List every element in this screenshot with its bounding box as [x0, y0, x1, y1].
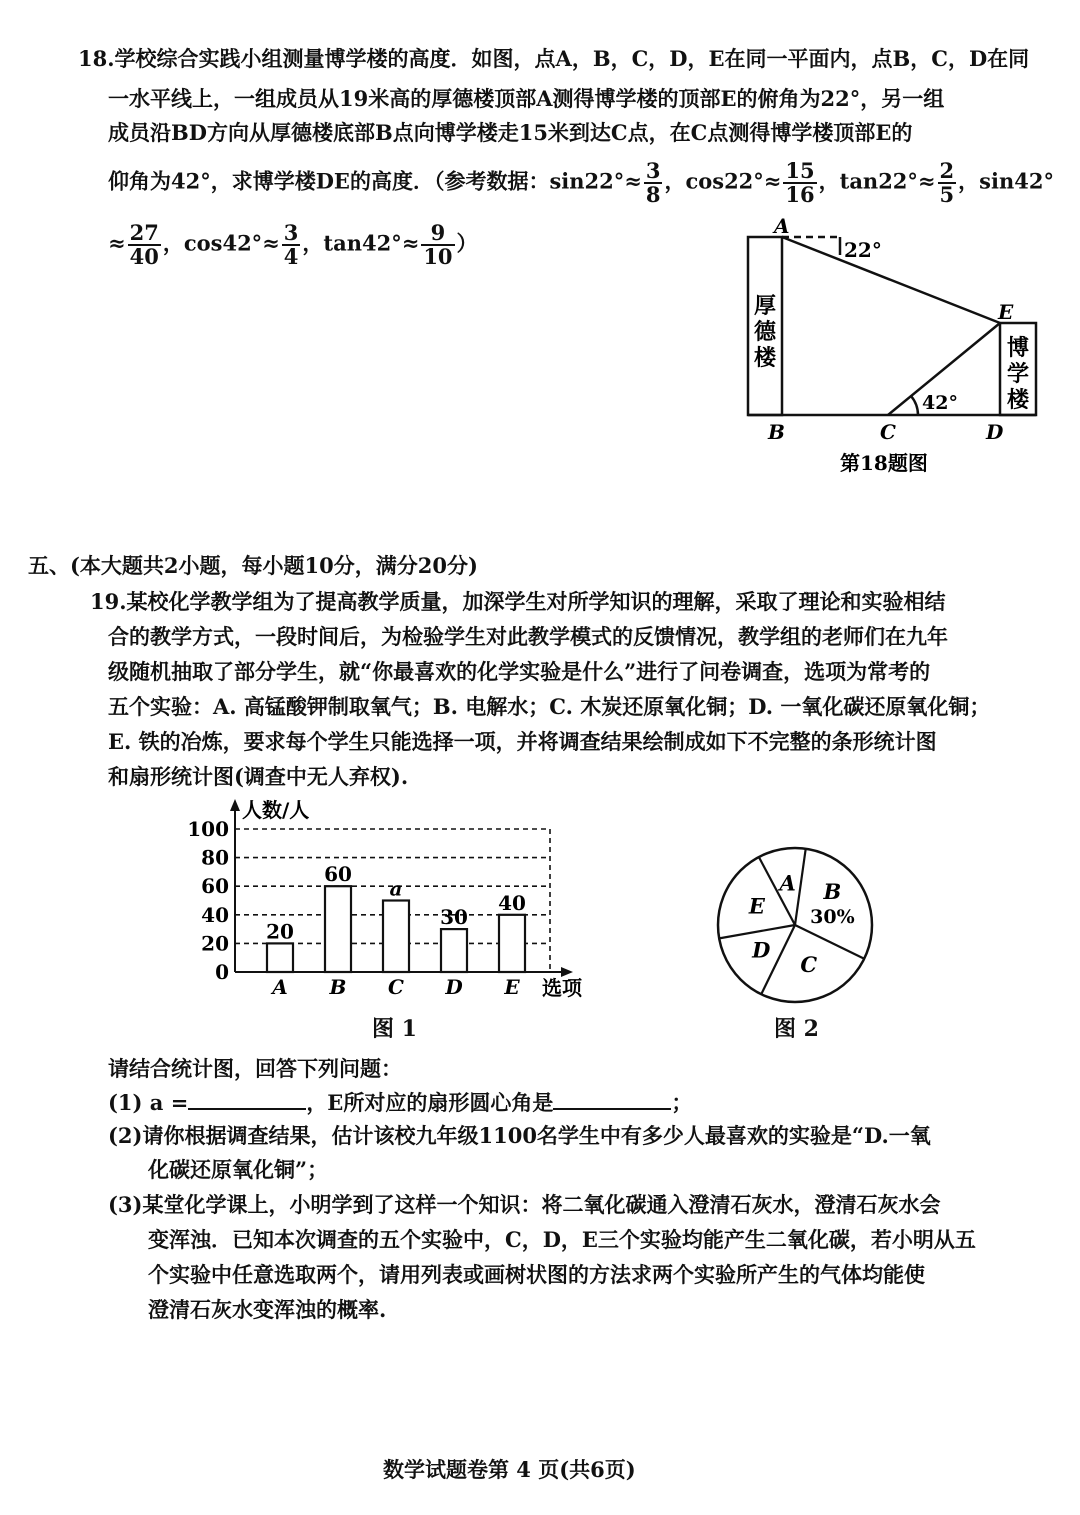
q18-line-4	[108, 160, 1054, 206]
q18-line4-sin42: ，sin42°	[958, 168, 1054, 194]
bar-B	[325, 886, 351, 972]
q18-line4-cos: ，cos22°≈	[664, 168, 782, 194]
frac-sin42: $\frac{27}{40}$	[129, 220, 159, 269]
x-tick-A: A	[272, 975, 288, 999]
part1-label: (1) a =	[108, 1090, 189, 1115]
right-building-char-2: 学	[1007, 361, 1030, 387]
bar-A	[267, 943, 293, 972]
answer-blank-angle[interactable]	[553, 1090, 671, 1110]
left-building-char-2: 德	[754, 319, 777, 345]
right-building-char-1: 博	[1007, 335, 1030, 361]
bar-label-D: 30	[440, 905, 468, 930]
bar-label-B: 60	[324, 862, 352, 887]
pie-label-C: C	[800, 952, 818, 978]
q18-figure	[730, 215, 1050, 485]
bar-label-E: 40	[498, 890, 526, 915]
y-tick-40: 40	[201, 902, 229, 927]
q19-part-3-line-4: 澄清石灰水变浑浊的概率.	[148, 1297, 387, 1322]
y-tick-20: 20	[201, 931, 229, 956]
frac-cos42: $\frac{3}{4}$	[283, 220, 299, 269]
pie-label-A: A	[779, 870, 796, 896]
q19-part-1	[108, 1088, 692, 1118]
x-tick-D: D	[445, 975, 463, 999]
q19-part-3-line-1: (3)某堂化学课上，小明学到了这样一个知识：将二氧化碳通入澄清石灰水，澄清石灰水会	[108, 1192, 941, 1217]
bar-label-C: a	[389, 876, 403, 901]
q18-line5-prefix: ≈	[108, 230, 126, 256]
page-footer: 数学试题卷第 4 页(共6页)	[383, 1457, 636, 1482]
q18-line-1: 18.学校综合实践小组测量博学楼的高度．如图，点A，B，C，D，E在同一平面内，点B，C，D在同	[78, 46, 1030, 71]
pie-label-B: B	[823, 879, 842, 905]
x-tick-B: B	[329, 975, 347, 999]
q19-line-1: 19.某校化学教学组为了提高教学质量，加深学生对所学知识的理解，采取了理论和实验相结	[90, 589, 946, 614]
bar-label-A: 20	[266, 919, 294, 944]
q18-line5-suffix: ）	[456, 230, 478, 256]
label-d: D	[986, 420, 1004, 444]
q19-part-2-line-1: (2)请你根据调查结果，估计该校九年级1100名学生中有多少人最喜欢的实验是“D.一氧	[108, 1123, 931, 1148]
q18-line5-cos: ，cos42°≈	[162, 230, 280, 256]
label-angle-42: 42°	[922, 392, 958, 414]
label-c: C	[880, 420, 896, 444]
left-building-char-3: 楼	[754, 345, 777, 371]
q19-line-2: 合的教学方式，一段时间后，为检验学生对此教学模式的反馈情况，教学组的老师们在九年	[108, 624, 948, 649]
label-a: A	[774, 215, 790, 238]
q19-line-4: 五个实验：A. 高锰酸钾制取氧气；B. 电解水；C. 木炭还原氧化铜；D. 一氧化碳还原氧化铜；	[108, 694, 991, 719]
q19-part-2-line-2: 化碳还原氧化铜”；	[148, 1157, 329, 1182]
q18-line4-prefix: 仰角为42°，求博学楼DE的高度．（参考数据：sin22°≈	[108, 168, 642, 194]
frac-tan22: $\frac{2}{5}$	[939, 158, 955, 207]
y-axis-label: 人数/人	[242, 798, 310, 822]
figure-18-caption: 第18题图	[840, 451, 928, 475]
figure-1-caption: 图 1	[372, 1016, 417, 1042]
bar-chart	[180, 795, 600, 1010]
figure-2-caption: 图 2	[774, 1016, 819, 1042]
answer-blank-a[interactable]	[188, 1090, 306, 1110]
q19-line-3: 级随机抽取了部分学生，就“你最喜欢的化学实验是什么”进行了问卷调查，选项为常考的	[108, 659, 931, 684]
q19-intro: 请结合统计图，回答下列问题：	[108, 1056, 402, 1081]
angle-arc-42	[911, 396, 918, 415]
q19-part-3-line-2: 变浑浊．已知本次调查的五个实验中，C，D，E三个实验均能产生二氧化碳，若小明从五	[148, 1227, 976, 1252]
right-building-char-3: 楼	[1007, 387, 1030, 413]
x-axis-label: 选项	[542, 976, 582, 1000]
label-angle-22: 22°	[844, 238, 882, 262]
bar-E	[499, 915, 525, 972]
frac-tan42: $\frac{9}{10}$	[423, 220, 453, 269]
left-building-char-1: 厚	[754, 293, 777, 319]
y-axis-arrow	[230, 799, 240, 811]
q18-line4-tan: ，tan22°≈	[818, 168, 936, 194]
label-e: E	[998, 300, 1014, 324]
y-tick-100: 100	[187, 817, 229, 841]
q18-line5-tan: ，tan42°≈	[302, 230, 420, 256]
pie-divider-E	[719, 925, 795, 938]
x-tick-E: E	[504, 975, 520, 999]
pie-divider-B	[795, 849, 806, 925]
q19-part-3-line-3: 个实验中任意选取两个，请用列表或画树状图的方法求两个实验所产生的气体均能使	[148, 1262, 925, 1287]
x-tick-C: C	[388, 975, 404, 999]
y-tick-80: 80	[201, 845, 229, 870]
y-tick-0: 0	[215, 960, 229, 984]
pie-chart	[705, 840, 885, 1010]
pie-label-E: E	[748, 893, 765, 919]
q19-line-5: E. 铁的冶炼，要求每个学生只能选择一项，并将调查结果绘制成如下不完整的条形统计图	[108, 729, 937, 754]
part1-end: ；	[671, 1090, 693, 1115]
pie-label-D: D	[752, 937, 771, 963]
line-ae	[782, 237, 1000, 323]
bar-D	[441, 929, 467, 972]
q19-line-6: 和扇形统计图(调查中无人弃权).	[108, 764, 409, 789]
pie-label-b-percent: 30%	[810, 906, 855, 929]
q18-line-3: 成员沿BD方向从厚德楼底部B点向博学楼走15米到达C点，在C点测得博学楼顶部E的	[108, 120, 913, 145]
y-tick-60: 60	[201, 874, 229, 899]
label-b: B	[768, 420, 785, 444]
bar-C	[383, 901, 409, 973]
frac-cos22: $\frac{15}{16}$	[785, 158, 815, 207]
frac-sin22: $\frac{3}{8}$	[645, 158, 661, 207]
section-5-title: 五、(本大题共2小题，每小题10分，满分20分)	[28, 553, 478, 578]
part1-mid: ，E所对应的扇形圆心角是	[306, 1090, 554, 1115]
q18-line-5	[108, 222, 478, 268]
q18-line-2: 一水平线上，一组成员从19米高的厚德楼顶部A测得博学楼的顶部E的俯角为22°，另一组	[108, 86, 945, 111]
